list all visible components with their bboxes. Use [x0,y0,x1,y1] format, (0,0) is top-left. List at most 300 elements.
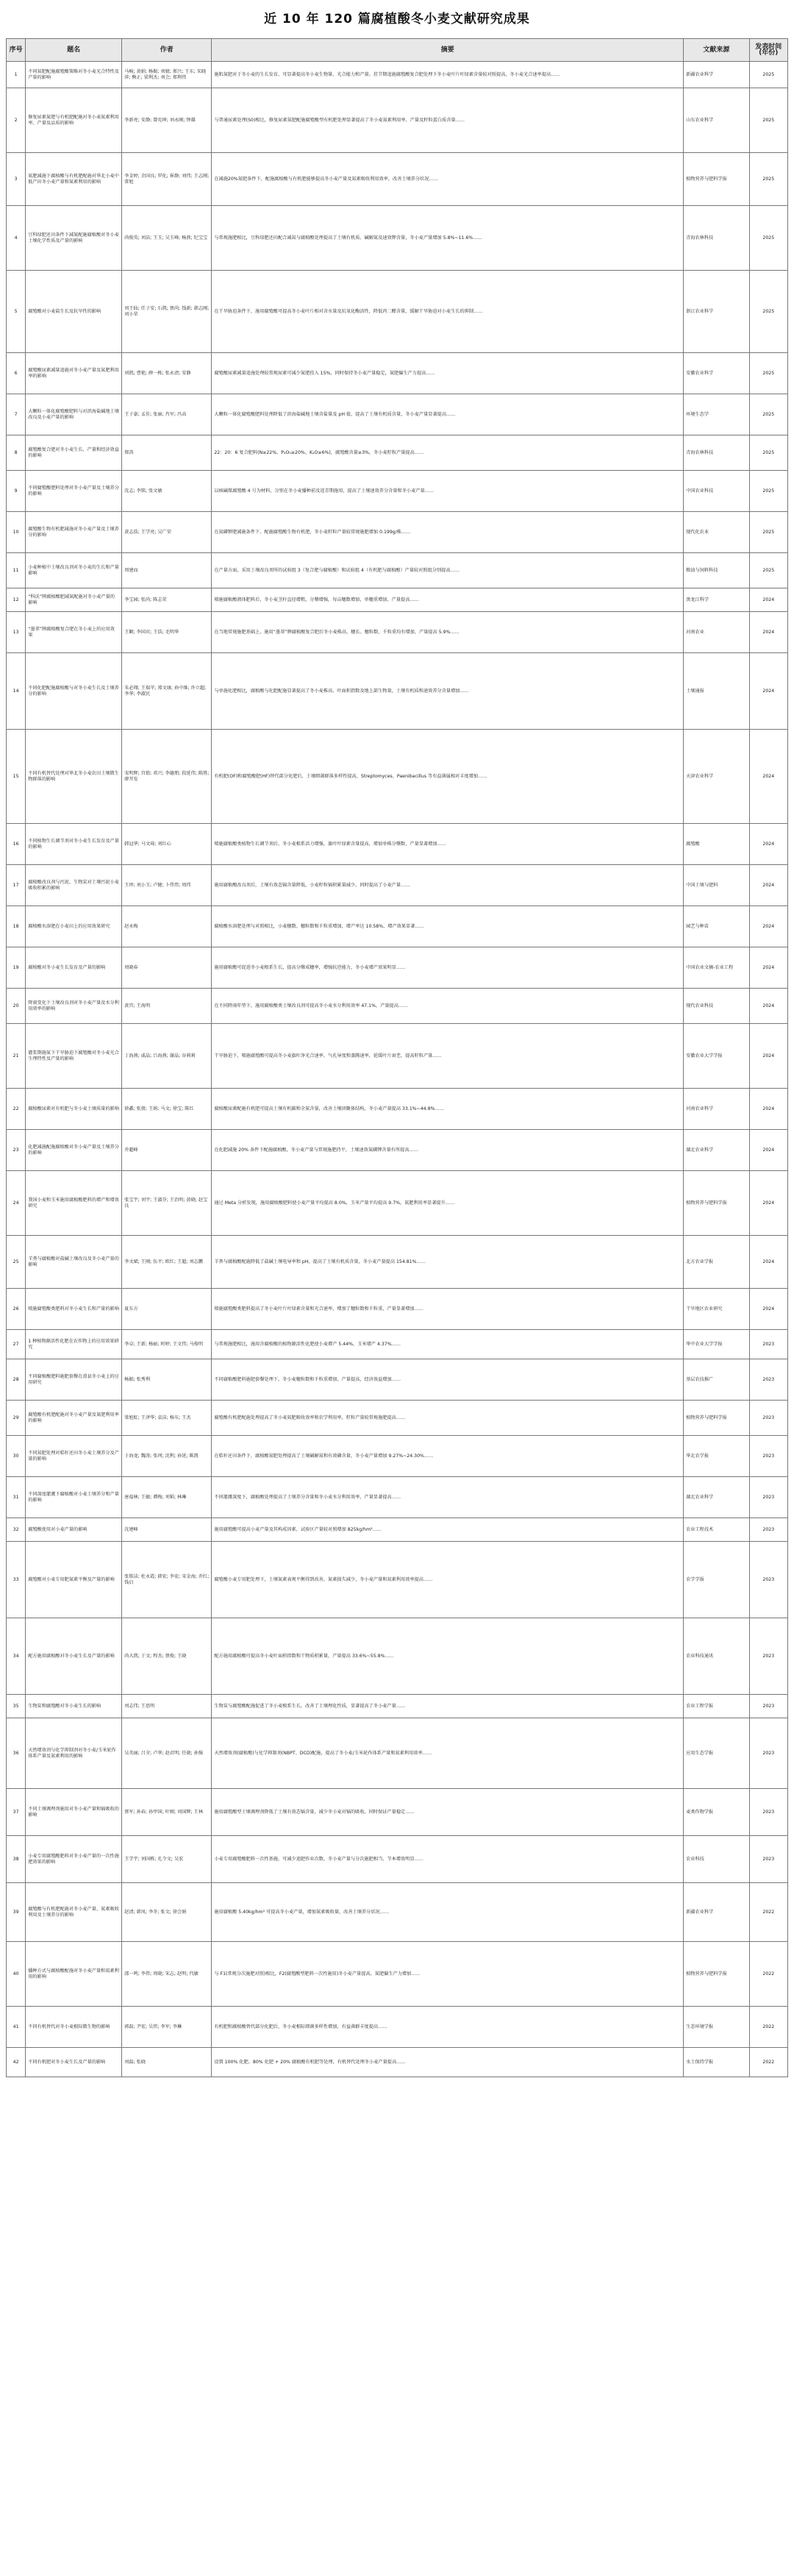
row-author: 黄志浩; 王学亮; 吴广荣 [122,512,212,553]
table-body [7,62,788,2077]
row-journal: 粮油与饲料科技 [684,553,749,588]
row-num: 24 [7,1171,26,1236]
row-journal: 农业工程学报 [684,1695,749,1718]
row-title: 小麦种植中土壤改良剂对冬小麦的生长和产量影响 [26,553,122,588]
table-row [7,1089,788,1130]
row-author: 黄宫; 王海明 [122,989,212,1024]
row-num: 30 [7,1436,26,1477]
row-year: 2024 [749,824,787,865]
row-author: 郑涛 [122,435,212,471]
row-author: 张铭洁; 杜永霞; 韩宏; 李宏; 宋金海; 乔红; 钱启 [122,1542,212,1618]
row-title: 不同化肥配施腐植酸与对冬小麦生长及土壤养分的影响 [26,653,122,730]
row-journal: 河南农业 [684,612,749,653]
row-abstract: 施肌氮肥对于冬小麦的生长发育，可显著提高冬小麦生物量、光合能力和产量。挂节期追施腐殖酸复合肥处理下冬小麦叶片叶绿素含量较对照提高，冬小麦光合速率提高…… [212,62,684,88]
header-title: 题名 [26,39,122,62]
row-abstract: 小麦专用腐殖酸肥料一次性基施，可减少追肥作业次数，冬小麦产量与分次施肥相当，节本增效明显…… [212,1836,684,1883]
row-year: 2024 [749,1171,787,1236]
row-author: 王珍; 刘小玉; 卢健; 卜伟伟; 周伟 [122,865,212,906]
row-title: 化肥减施配施腐植酸对冬小麦产量及土壤养分的影响 [26,1130,122,1171]
row-num: 27 [7,1330,26,1359]
row-year: 2023 [749,1695,787,1718]
row-author: 蔡军; 孙春; 孙甲国; 叶刚; 刘国辉; 王林 [122,1789,212,1836]
row-year: 2025 [749,512,787,553]
row-journal: 环境生态学 [684,394,749,435]
row-year: 2023 [749,1477,787,1518]
row-num: 29 [7,1401,26,1436]
table-row [7,1130,788,1171]
row-num: 32 [7,1518,26,1542]
row-year: 2023 [749,1330,787,1359]
row-abstract: 腐殖酸有机肥配施处理提高了冬小麦氮肥吸收效率和农学利用率，籽粒产量较常规施肥提高…… [212,1401,684,1436]
row-journal: 北方农业学报 [684,1236,749,1289]
row-num: 35 [7,1695,26,1718]
row-journal: 现代农业科技 [684,989,749,1024]
row-year: 2024 [749,947,787,989]
row-abstract: 不同灌溉深度下，腐植酸处理提高了土壤养分含量和冬小麦水分利用效率，产量显著提高…… [212,1477,684,1518]
row-title: 配方施用腐植酸对冬小麦生长及产量的影响 [26,1618,122,1695]
row-title: 腐殖酸对小麦专用肥氮素平衡及产量的影响 [26,1542,122,1618]
row-num: 22 [7,1089,26,1130]
row-author: 韩冠华; 马文琦; 刘红心 [122,824,212,865]
row-year: 2023 [749,1718,787,1789]
row-abstract: 腐殖酸尿素减量追施处理较常规尿素可减少氮肥投入 15%，同时保持冬小麦产量稳定，氮肥偏生产力提高…… [212,353,684,394]
row-abstract: 在产量方面，采用土壤改良剂所的试验组 3（复合肥与腐植酸）和试验组 4（有机肥与腐植酸）产量较对照组分别提高…… [212,553,684,588]
table-row [7,1401,788,1436]
row-abstract: 有机肥和腐植酸替代部分化肥后，冬小麦根际细菌多样性增加，有益菌群丰度提高…… [212,2007,684,2048]
table-row [7,1518,788,1542]
row-num: 26 [7,1289,26,1330]
row-journal: 青海农林科技 [684,435,749,471]
row-title: 大颗粒一体化腐殖酸肥料与对滨海盐碱地土壤改良及小麦产量的影响 [26,394,122,435]
row-year: 2022 [749,2007,787,2048]
row-author: 马畅; 黄娟; 杨振; 刘婧; 郑兴; 王东; 宋晓萍; 熊正; 梁利杰; 刘会; 郑利伟 [122,62,212,88]
row-abstract: 通过 Meta 分析发现，施用腐植酸肥料使小麦产量平均提高 8.0%，玉米产量平均提高 9.7%，氮肥利用率显著提升…… [212,1171,684,1236]
header-author: 作者 [122,39,212,62]
row-abstract: 喷施腐植酸类植物生长调节剂后，冬小麦根系活力增强，旗叶叶绿素含量提高，增加单株分蘖数，产量显著增加…… [212,824,684,865]
row-author: 周建而 [122,553,212,588]
row-journal: 中国农业文摘-农业工程 [684,947,749,989]
row-year: 2025 [749,435,787,471]
row-author: 刘磊; 张晓 [122,2048,212,2077]
row-author: 李金婷; 余国良; 罗化; 崔静; 刘伟; 王志刚; 雷旭 [122,153,212,206]
row-author: 沈志; 李铭; 张文敏 [122,471,212,512]
row-title: 不同氮肥处理对秸秆还田冬小麦土壤养分及产量的影响 [26,1436,122,1477]
row-num: 37 [7,1789,26,1836]
row-title: 腐殖酸有机肥配施对冬小麦产量及氮肥利用率的影响 [26,1401,122,1436]
table-row [7,1718,788,1789]
row-journal: 河南农业科学 [684,1089,749,1130]
row-author: 刘志伟; 王思明 [122,1695,212,1718]
row-journal: 基层农技推广 [684,1359,749,1401]
row-abstract: 与普通尿素处理(S0)相比，修复尿素氮肥配施腐殖酸型有机肥处理显著提高了冬小麦氮素利用率、产量及籽粒蛋白质含量…… [212,88,684,153]
row-num: 33 [7,1542,26,1618]
row-abstract: 不同腐植酸肥料施肥套餐处理下，冬小麦穗粒数和千粒重增加，产量提高，经济效益增加…… [212,1359,684,1401]
row-title: 不同腐植酸肥料施肥套餐在滑县冬小麦上的应用研究 [26,1359,122,1401]
row-title: 1 种植物源活性化肥在农作物上的应用效果研究 [26,1330,122,1359]
row-author: 刘凯; 曹艳; 薛一栋; 张永清; 安静 [122,353,212,394]
row-title: 修复尿素氮肥与有机肥配施对冬小麦氮素利用率、产量及品质的影响 [26,88,122,153]
row-author: 王学宇; 刘国栋; 孔令文; 吴宏 [122,1836,212,1883]
table-row [7,612,788,653]
row-title: “墨翠”牌腐植酸复合肥在冬小麦上的应用效果 [26,612,122,653]
row-year: 2024 [749,1089,787,1130]
row-journal: 农学学报 [684,1542,749,1618]
row-author: 杨振; 张秀利 [122,1359,212,1401]
row-year: 2023 [749,1518,787,1542]
row-num: 20 [7,989,26,1024]
row-abstract: 施用腐植酸 5.40kg/hm² 可提高冬小麦产量，增加氮素吸收量，改善土壤养分状况…… [212,1883,684,1942]
row-num: 1 [7,62,26,88]
row-num: 40 [7,1942,26,2007]
row-abstract: 在干旱胁迫条件下，施用腐殖酸可提高冬小麦叶片相对含水量及抗氧化酶活性，降低丙二醛含量，缓解干旱胁迫对小麦生长的抑制…… [212,271,684,353]
row-num: 34 [7,1618,26,1695]
table-row [7,1236,788,1289]
row-author: 吴英丽; 吕全; 卢华; 赵君明; 任晓; 孙强 [122,1718,212,1789]
row-title: 不同有机肥对冬小麦生长及产量的影响 [26,2048,122,2077]
row-author: 李宝园; 张尚; 陈志荣 [122,588,212,612]
row-num: 11 [7,553,26,588]
row-author: 于海龙; 魏涛; 张珂; 沈利; 孙延; 陈凯 [122,1436,212,1477]
table-row [7,1330,788,1359]
row-year: 2022 [749,1942,787,2007]
row-year: 2025 [749,206,787,271]
row-year: 2025 [749,353,787,394]
row-journal: 中国土壤与肥料 [684,865,749,906]
row-num: 28 [7,1359,26,1401]
row-abstract: 施用腐植酸改良剂后，土壤有效态镉含量降低，小麦籽粒镉积累量减少，同时提高了小麦产量…… [212,865,684,906]
row-title: 腐植酸改良剂与污泥、生物炭对土壤污泥小麦吸收积累的影响 [26,865,122,906]
row-abstract: 喷施腐植酸液体肥料后，冬小麦茎秆直径增粗，分蘖增强，每亩穗数增加，单穗重增加，产量提高…… [212,588,684,612]
row-journal: 园艺与种苗 [684,906,749,947]
row-author: 邵一鸣; 李伟; 周晓; 宋志; 赵明; 代敏 [122,1942,212,2007]
row-year: 2024 [749,588,787,612]
table-row [7,394,788,435]
table-row [7,206,788,271]
row-journal: 土壤通报 [684,653,749,730]
row-journal: 中国农业科技 [684,471,749,512]
row-author: 赵清; 韩凤; 李冬; 张文; 徐会娟 [122,1883,212,1942]
header-year: 发表时间(年份) [749,39,787,62]
row-journal: 现代化农业 [684,512,749,553]
row-title: 腐植酸水溶肥在小麦田上的应用效果研究 [26,906,122,947]
row-author: 李文斌; 王刚; 伍平; 欧红; 王超; 刘志鹏 [122,1236,212,1289]
row-year: 2024 [749,1289,787,1330]
row-title: 不同氮肥配施腐殖酸策略对冬小麦光合特性及产量的影响 [26,62,122,88]
row-abstract: 生物炭与腐殖酸配施促进了冬小麦根系生长，改善了土壤理化性质，显著提高了冬小麦产量…… [212,1695,684,1718]
row-journal: 天津农业科学 [684,730,749,824]
row-title: 腐殖酸对小麦盐生长及抗旱性的影响 [26,271,122,353]
row-author: 朱必翔; 王瑞苹; 郑文康; 孙中维; 许立超; 李华; 李淑民 [122,653,212,730]
row-title: 生物炭和腐殖酸对冬小麦生长的影响 [26,1695,122,1718]
row-num: 17 [7,865,26,906]
table-row [7,553,788,588]
row-num: 4 [7,206,26,271]
row-title: 小麦专用腐殖酸肥料对冬小麦产量的一次性施肥效果的影响 [26,1836,122,1883]
row-journal: 植物营养与肥料学报 [684,1171,749,1236]
row-year: 2024 [749,906,787,947]
row-title: 腐植酸对冬小麦生长发育及产量的影响 [26,947,122,989]
row-journal: 山东农业科学 [684,88,749,153]
table-row [7,1542,788,1618]
table-row [7,1883,788,1942]
row-abstract: 腐植酸水溶肥处理与对照相比，小麦穗数、穗粒数和千粒重增加，增产率达 10.58%，增产效果显著…… [212,906,684,947]
row-author: 王子豪; 孟佳; 张丽; 肖军; 冯高 [122,394,212,435]
row-title: 不同植物生长调节剂对冬小麦生长发育及产量的影响 [26,824,122,865]
table-row [7,906,788,947]
row-year: 2024 [749,730,787,824]
row-author: 刘王仙; 任子安; 石凯; 蔡尚; 钱新; 韩志刚; 刘小荣 [122,271,212,353]
row-author: 李新亮; 安静; 曾宪坤; 刘永刚; 钟雄 [122,88,212,153]
row-abstract: 在不同降雨年型下，施用腐植酸类土壤改良剂可提高冬小麦水分利用效率 47.1%，产量提高…… [212,989,684,1024]
table-row [7,865,788,906]
row-author: 徐鑫; 张倩; 王娟; 马文; 徐宝; 陈红 [122,1089,212,1130]
table-row [7,271,788,353]
row-num: 12 [7,588,26,612]
row-num: 16 [7,824,26,865]
table-header [7,39,788,62]
row-abstract: 在化肥减施 20% 条件下配施腐植酸，冬小麦产量与常规施肥持平，土壤速效氮磷钾含量有所提高…… [212,1130,684,1171]
row-num: 14 [7,653,26,730]
row-num: 23 [7,1130,26,1171]
row-author: 沈建峰 [122,1518,212,1542]
row-title: 不同土壤调理剂施用对冬小麦产量和镉吸收的影响 [26,1789,122,1836]
table-row [7,1477,788,1518]
row-abstract: 22：20：6 复合肥料(N≥22%、P₂O₅≥20%、K₂O≥6%)，腐殖酸含量≥3%，冬小麦籽粒产量提高…… [212,435,684,471]
row-journal: 华北农学报 [684,1436,749,1477]
row-title: 灌浆期施氮下干旱胁迫下腐殖酸对冬小麦光合生理特性及产量的影响 [26,1024,122,1089]
row-abstract: 以核碱煤腐殖酸 4 号为材料，分别在冬小麦播种前及返青期施用，提高了土壤速效养分含量和冬小麦产量…… [212,471,684,512]
header-abstract: 摘要 [212,39,684,62]
row-year: 2023 [749,1789,787,1836]
row-abstract: 在秸秆还田条件下，腐植酸氮肥处理提高了土壤碱解氮和有效磷含量，冬小麦产量增加 9.27%~24.30%…… [212,1436,684,1477]
row-title: 天然增效剂与化学抑制剂对冬小麦/玉米轮作体系产量及氮素利用的影响 [26,1718,122,1789]
row-author: 张宝宇; 刘宇; 王淑芬; 王治明; 黄晓; 赵宝良 [122,1171,212,1236]
table-row [7,2048,788,2077]
row-author: 郭磊; 尹宏; 吴伟; 李军; 李琳 [122,2007,212,2048]
row-abstract: 配方施用腐植酸可提高冬小麦叶面积指数和干物质积累量，产量提高 33.6%~55.8%…… [212,1618,684,1695]
row-year: 2025 [749,88,787,153]
table-row [7,1836,788,1883]
row-num: 9 [7,471,26,512]
row-abstract: 羊粪与腐植酸配施降低了盐碱土壤电导率和 pH，提高了土壤有机质含量，冬小麦产量提高 154.81%…… [212,1236,684,1289]
row-journal: 浙江农业科学 [684,271,749,353]
row-abstract: 在当地常规施肥基础上，施用“墨翠”牌腐植酸复合肥后冬小麦株高、穗长、穗粒数、千粒重均有增加，产量提高 5.9%…… [212,612,684,653]
row-author: 乔超峰 [122,1130,212,1171]
row-year: 2025 [749,153,787,206]
table-row [7,153,788,206]
row-num: 6 [7,353,26,394]
row-year: 2022 [749,1883,787,1942]
row-author: 赵永梅 [122,906,212,947]
row-author: 唐福林; 王敏; 谭梅; 刘韬; 林琳 [122,1477,212,1518]
row-year: 2025 [749,62,787,88]
row-title: 我国小麦和玉米施用腐植酸肥料的增产和增效研究 [26,1171,122,1236]
table-row [7,653,788,730]
row-title: 氮肥减施下腐植酸与有机肥配施对华北小麦中低产田冬小麦产量和氮素利用的影响 [26,153,122,206]
row-title: 豆科绿肥还田条件下减氮配施腐植酸对冬小麦土壤化学性质及产量的影响 [26,206,122,271]
table-row [7,1618,788,1695]
row-abstract: 施用腐殖酸型土壤调理剂降低了土壤有效态镉含量，减少冬小麦对镉的吸收，同时保证产量稳定…… [212,1789,684,1836]
row-abstract: 腐植酸尿素配施有机肥可提高土壤有机碳和全氮含量，改善土壤团聚体结构，冬小麦产量提高 33.1%~44.8%…… [212,1089,684,1130]
row-author: 王颖; 李国宾; 王浩; 毛明华 [122,612,212,653]
row-year: 2025 [749,271,787,353]
row-journal: 安徽农业科学 [684,353,749,394]
row-abstract: 大颗粒一体化腐殖酸肥料处理降低了滨海盐碱地土壤含盐量及 pH 值，提高了土壤有机质含量，冬小麦产量显著提高…… [212,394,684,435]
table-row [7,62,788,88]
row-abstract: 在氮磷钾肥减施条件下，配施腐殖酸生物有机肥，冬小麦籽粒产量较常规施肥增加 0.199g/株…… [212,512,684,553]
row-journal: 安徽农业大学学报 [684,1024,749,1089]
row-abstract: 与 F1(常规分次施肥对照)相比，F2(腐殖酸型肥料一次性施用)冬小麦产量提高，氮肥偏生产力增加…… [212,1942,684,2007]
row-title: 腐殖酸尿素减量追施对冬小麦产量及氮肥利用率的影响 [26,353,122,394]
row-year: 2024 [749,989,787,1024]
row-year: 2023 [749,1618,787,1695]
table-header-row [7,39,788,62]
row-abstract: 与单施化肥相比，腐植酸与化肥配施显著提高了冬小麦株高、叶面积指数及地上部生物量，土壤有机质和速效养分含量增加…… [212,653,684,730]
row-journal: 农业工程技术 [684,1518,749,1542]
row-journal: 腐殖酸 [684,824,749,865]
table-row [7,435,788,471]
row-journal: 华中农业大学学报 [684,1330,749,1359]
results-table [6,38,788,2077]
row-num: 38 [7,1836,26,1883]
row-abstract: 施用腐殖酸可提高小麦产量及其构成因素，试验区产量较对照增加 825kg/hm²…… [212,1518,684,1542]
row-year: 2025 [749,471,787,512]
row-year: 2023 [749,1359,787,1401]
table-row [7,1359,788,1401]
row-author: 丁海燕; 戚晶; 吕海燕; 谢晶; 谷莉莉 [122,1024,212,1089]
row-abstract: 与常规施肥相比，施用含腐植酸的植物源活性化肥使小麦增产 5.44%，玉米增产 4.37%…… [212,1330,684,1359]
row-author: 尚大凯; 于文; 程杰; 蔡俊; 王晓 [122,1618,212,1695]
row-num: 10 [7,512,26,553]
row-author: 梁旭虹; 王泽华; 袁洁; 杨东; 王杰 [122,1401,212,1436]
row-year: 2024 [749,653,787,730]
row-year: 2023 [749,1542,787,1618]
row-num: 41 [7,2007,26,2048]
row-num: 42 [7,2048,26,2077]
row-journal: 湖北农业科学 [684,1130,749,1171]
row-title: 降雨变化下土壤改良剂对冬小麦产量及水分利用效率的影响 [26,989,122,1024]
row-title: 羊粪与腐植酸对盐碱土壤改良及冬小麦产量的影响 [26,1236,122,1289]
row-title: “科沃”牌腐植酸肥减氮配施对冬小麦产量的影响 [26,588,122,612]
row-journal: 青海农林科技 [684,206,749,271]
row-title: 不同有机替代对冬小麦根际微生物的影响 [26,2007,122,2048]
row-title: 腐植酸尿素对有机肥与冬小麦土壤质量的影响 [26,1089,122,1130]
table-row [7,512,788,553]
row-num: 7 [7,394,26,435]
row-title: 不同深度灌溉下腐植酸对小麦土壤养分和产量的影响 [26,1477,122,1518]
row-journal: 植物营养与肥料学报 [684,1401,749,1436]
table-row [7,1289,788,1330]
row-year: 2024 [749,612,787,653]
row-journal: 干旱地区农业研究 [684,1289,749,1330]
row-num: 25 [7,1236,26,1289]
row-year: 2024 [749,1024,787,1089]
table-row [7,1789,788,1836]
row-num: 15 [7,730,26,824]
row-num: 19 [7,947,26,989]
row-abstract: 有机肥(OF)和腐殖酸肥(HF)替代部分化肥后，土壤细菌群落多样性提高，Streptomyces、Paenibacillus 等有益菌属相对丰度增加…… [212,730,684,824]
row-num: 18 [7,906,26,947]
row-author: 李卓; 王新; 杨丽; 时婷; 王文伟; 马俊明 [122,1330,212,1359]
table-row [7,824,788,865]
table-row [7,1942,788,2007]
row-num: 5 [7,271,26,353]
page-title: 近 10 年 120 篇腐植酸冬小麦文献研究成果 [264,12,530,26]
row-title: 腐殖酸复合肥对冬小麦生长、产量和经济效益的影响 [26,435,122,471]
row-journal: 湖北农业科学 [684,1477,749,1518]
row-title: 播种方式与腐植酸配施对冬小麦产量和氮素利用的影响 [26,1942,122,2007]
table-row [7,1024,788,1089]
row-journal: 新疆农业科学 [684,1883,749,1942]
row-journal: 黑龙江科学 [684,588,749,612]
row-num: 13 [7,612,26,653]
table-row [7,989,788,1024]
row-title: 不同有机替代处理对华北冬小麦农田土壤微生物群落的影响 [26,730,122,824]
row-year: 2024 [749,1236,787,1289]
table-row [7,730,788,824]
row-author: 尚俊英; 刘洁; 王玉; 吴玉峰; 杨燕; 纪宝宝 [122,206,212,271]
row-abstract: 设置 100% 化肥、80% 化肥 + 20% 腐植酸有机肥等处理，有机替代处理冬小麦产量提高…… [212,2048,684,2077]
row-journal: 麦类作物学报 [684,1789,749,1836]
row-year: 2023 [749,1836,787,1883]
table-row [7,88,788,153]
row-journal: 植物营养与肥料学报 [684,153,749,206]
row-abstract: 在减施20%氮肥条件下，配施腐植酸与有机肥能够提高冬小麦产量及氮素吸收利用效率，改善土壤养分状况…… [212,153,684,206]
row-year: 2024 [749,1130,787,1171]
table-row [7,2007,788,2048]
row-abstract: 与常规施肥相比，豆科绿肥还田配合减氮与腐植酸处理提高了土壤有机质、碱解氮及速效钾含量，冬小麦产量增加 5.8%~11.6%…… [212,206,684,271]
row-title: 喷施腐殖酸类肥料对冬小麦生长和产量的影响 [26,1289,122,1330]
row-abstract: 施用腐植酸可促进冬小麦根系生长，提高分蘖成穗率，增强抗逆能力，冬小麦增产效果明显…… [212,947,684,989]
row-abstract: 腐殖酸小麦专用肥处理下，土壤氮素表观平衡得到改善，氮素损失减少，冬小麦产量和氮素利用效率提高…… [212,1542,684,1618]
row-title: 腐殖酸生物有机肥减施对冬小麦产量及土壤养分的影响 [26,512,122,553]
row-abstract: 喷施腐殖酸类肥料提高了冬小麦叶片叶绿素含量和光合速率，增加了穗粒数和千粒重，产量显著增加…… [212,1289,684,1330]
row-num: 36 [7,1718,26,1789]
row-title: 腐殖酸使用对小麦产量的影响 [26,1518,122,1542]
row-journal: 应用生态学报 [684,1718,749,1789]
table-row [7,1171,788,1236]
row-abstract: 干旱胁迫下，喷施腐殖酸可提高冬小麦旗叶净光合速率、气孔导度和蒸腾速率，延缓叶片衰老，提高籽粒产量…… [212,1024,684,1089]
row-year: 2025 [749,394,787,435]
row-author: 周晓春 [122,947,212,989]
table-row [7,588,788,612]
table-row [7,471,788,512]
header-num: 序号 [7,39,26,62]
row-year: 2022 [749,2048,787,2077]
table-row [7,353,788,394]
row-num: 2 [7,88,26,153]
row-year: 2023 [749,1401,787,1436]
table-row [7,947,788,989]
row-journal: 农业科技 [684,1836,749,1883]
row-title: 腐殖酸与有机肥配施对冬小麦产量、氮素吸收利用及土壤养分的影响 [26,1883,122,1942]
row-num: 8 [7,435,26,471]
row-num: 21 [7,1024,26,1089]
row-num: 31 [7,1477,26,1518]
row-num: 3 [7,153,26,206]
row-year: 2023 [749,1436,787,1477]
row-abstract: 天然增效剂(腐植酸)与化学抑制剂(NBPT、DCD)配施，提高了冬小麦/玉米轮作体系产量和氮素利用效率…… [212,1718,684,1789]
row-title: 不同腐殖酸肥料处理对冬小麦产量及土壤养分的影响 [26,471,122,512]
row-journal: 水土保持学报 [684,2048,749,2077]
row-year: 2024 [749,865,787,906]
row-author: 宋明辉; 宫倩; 邓兴; 李德朋; 段延伟; 陈胜; 廖开发 [122,730,212,824]
row-year: 2025 [749,553,787,588]
row-journal: 新疆农业科学 [684,62,749,88]
row-num: 39 [7,1883,26,1942]
table-row [7,1436,788,1477]
row-journal: 农业科技通讯 [684,1618,749,1695]
